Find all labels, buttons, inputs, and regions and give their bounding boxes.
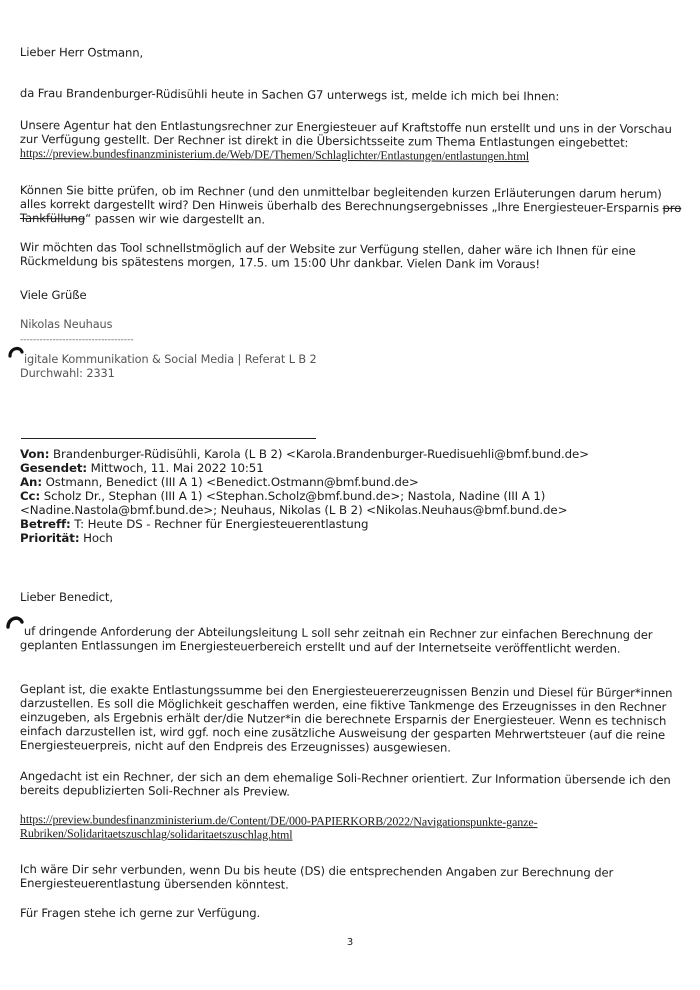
- reply-p1-line2: zur Verfügung gestellt. Der Rechner ist direkt in die Übersichtsseite zum Thema Entlastungen eingebettet:: [19, 132, 629, 150]
- reply-p2-line3-text: “ passen wir wie dargestellt an.: [85, 211, 266, 227]
- original-p2-line5: Energiesteuerpreis, nicht auf den Endpreis des Erzeugnisses) ausgewiesen.: [19, 738, 451, 755]
- soli-preview-link-line1[interactable]: https://preview.bundesfinanzministerium.de/Content/DE/000-PAPIERKORB/2022/Navigationspunkte-ganze-: [19, 812, 538, 830]
- header-cc-line2: <Nadine.Nastola@bmf.bund.de>; Neuhaus, Nikolas (L B 2) <Nikolas.Neuhaus@bmf.bund.de>: [20, 503, 568, 517]
- header-sent: [20, 461, 680, 475]
- reply-p2-line1: Können Sie bitte prüfen, ob im Rechner (und den unmittelbar begleitenden kurzen Erläuterungen darum herum): [19, 183, 662, 201]
- reply-salutation: Lieber Herr Ostmann,: [19, 45, 144, 60]
- reply-p2-line2-text: alles korrekt dargestellt wird? Den Hinweis überhalb des Berechnungsergebnisses „Ihre Energiesteuer-Ersparnis: [19, 197, 660, 215]
- signature-department: igitale Kommunikation & Social Media | Referat L B 2: [24, 353, 317, 366]
- reply-closing: Viele Grüße: [20, 288, 87, 302]
- original-p3-line2: bereits depublizierten Soli-Rechner als Preview.: [19, 783, 290, 799]
- original-p2-line2: darzustellen. Es soll die Möglichkeit geschaffen werden, eine fiktive Tankmenge des Erzeugnisses in den Rechner: [19, 696, 667, 714]
- reply-p1-line1: Unsere Agentur hat den Entlastungsrechner zur Energiesteuer auf Kraftstoffe nun erstellt und uns in der Vorschau: [19, 118, 672, 136]
- original-p4-line2: Energiesteuerentlastung übersenden könntest.: [19, 876, 289, 892]
- header-subject: [20, 517, 680, 531]
- struck-word-tankfuellung: Tankfüllung: [19, 211, 86, 226]
- original-p2-line1: Geplant ist, die exakte Entlastungssumme bei den Energiesteuererzeugnissen Benzin und Diesel für Bürger*innen: [19, 682, 673, 700]
- scan-redaction-mark-icon: [6, 612, 24, 630]
- header-priority-label: Priorität:: [20, 531, 80, 545]
- signature-name: Nikolas Neuhaus: [20, 318, 113, 331]
- scan-redaction-mark-icon: [8, 343, 24, 359]
- header-cc-value-line1: Scholz Dr., Stephan (III A 1) <Stephan.Scholz@bmf.bund.de>; Nastola, Nadine (III A 1): [43, 489, 546, 503]
- page-number: 3: [346, 937, 354, 948]
- header-sent-label: Gesendet:: [20, 461, 88, 475]
- header-cc: [20, 489, 680, 503]
- original-p4-line1: Ich wäre Dir sehr verbunden, wenn Du bis heute (DS) die entsprechenden Angaben zur Berechnung der: [19, 862, 614, 880]
- reply-p2-line3: [20, 211, 680, 229]
- soli-preview-link-line2[interactable]: Rubriken/Solidaritaetszuschlag/solidaritaetszuschlag.html: [19, 826, 293, 842]
- header-from-label: Von:: [20, 447, 50, 461]
- header-subject-label: Betreff:: [20, 517, 71, 531]
- header-cc-label: Cc:: [20, 489, 41, 503]
- signature-phone: Durchwahl: 2331: [20, 367, 115, 380]
- original-p3-line1: Angedacht ist ein Rechner, der sich an dem ehemalige Soli-Rechner orientiert. Zur Information übersende ich den: [19, 769, 671, 787]
- original-p2-line3: einzugeben, als Ergebnis erhält der/die Nutzer*in die berechnete Ersparnis der Energiesteuer. Wenn es technisch: [19, 710, 667, 728]
- header-sent-value: Mittwoch, 11. Mai 2022 10:51: [90, 461, 264, 475]
- reply-p3-line1: Wir möchten das Tool schnellstmöglich auf der Website zur Verfügung stellen, daher wäre ich Ihnen für eine: [19, 240, 636, 258]
- original-p1-line2: geplanten Entlassungen im Energiesteuerbereich erstellt und auf der Internetseite veröffentlicht werden.: [19, 638, 621, 656]
- reply-p3-line2: Rückmeldung bis spätestens morgen, 17.5. um 15:00 Uhr dankbar. Vielen Dank im Voraus!: [19, 254, 541, 272]
- reply-intro: da Frau Brandenburger-Rüdisühli heute in Sachen G7 unterwegs ist, melde ich mich bei Ihnen:: [19, 86, 560, 104]
- email-separator-line: [21, 438, 316, 439]
- header-priority-value: Hoch: [83, 531, 113, 545]
- original-p2-line4: einfach darzustellen ist, wird ggf. noch eine zusätzliche Ausweisung der gesparten Mehrwertsteuer (auf die reine: [19, 724, 666, 742]
- struck-word-pro: pro: [662, 200, 682, 216]
- header-to: [20, 475, 680, 489]
- header-priority: [20, 531, 680, 545]
- header-subject-value: T: Heute DS - Rechner für Energiesteuerentlastung: [74, 517, 369, 531]
- original-p5: Für Fragen stehe ich gerne zur Verfügung.: [20, 906, 261, 920]
- header-to-label: An:: [20, 475, 42, 489]
- original-p1-line1: uf dringende Anforderung der Abteilungsleitung L soll sehr zeitnah ein Rechner zur einfachen Berechnung der: [23, 624, 653, 642]
- header-from-value: Brandenburger-Rüdisühli, Karola (L B 2) <Karola.Brandenburger-Ruedisuehli@bmf.bund.de>: [52, 447, 589, 461]
- original-salutation: Lieber Benedict,: [20, 590, 113, 604]
- signature-separator: -----------------------------------: [20, 335, 134, 345]
- header-to-value: Ostmann, Benedict (III A 1) <Benedict.Ostmann@bmf.bund.de>: [45, 475, 419, 489]
- header-from: [20, 447, 680, 461]
- reply-preview-link[interactable]: https://preview.bundesfinanzministerium.de/Web/DE/Themen/Schlaglichter/Entlastungen/entlastungen.html: [19, 146, 530, 164]
